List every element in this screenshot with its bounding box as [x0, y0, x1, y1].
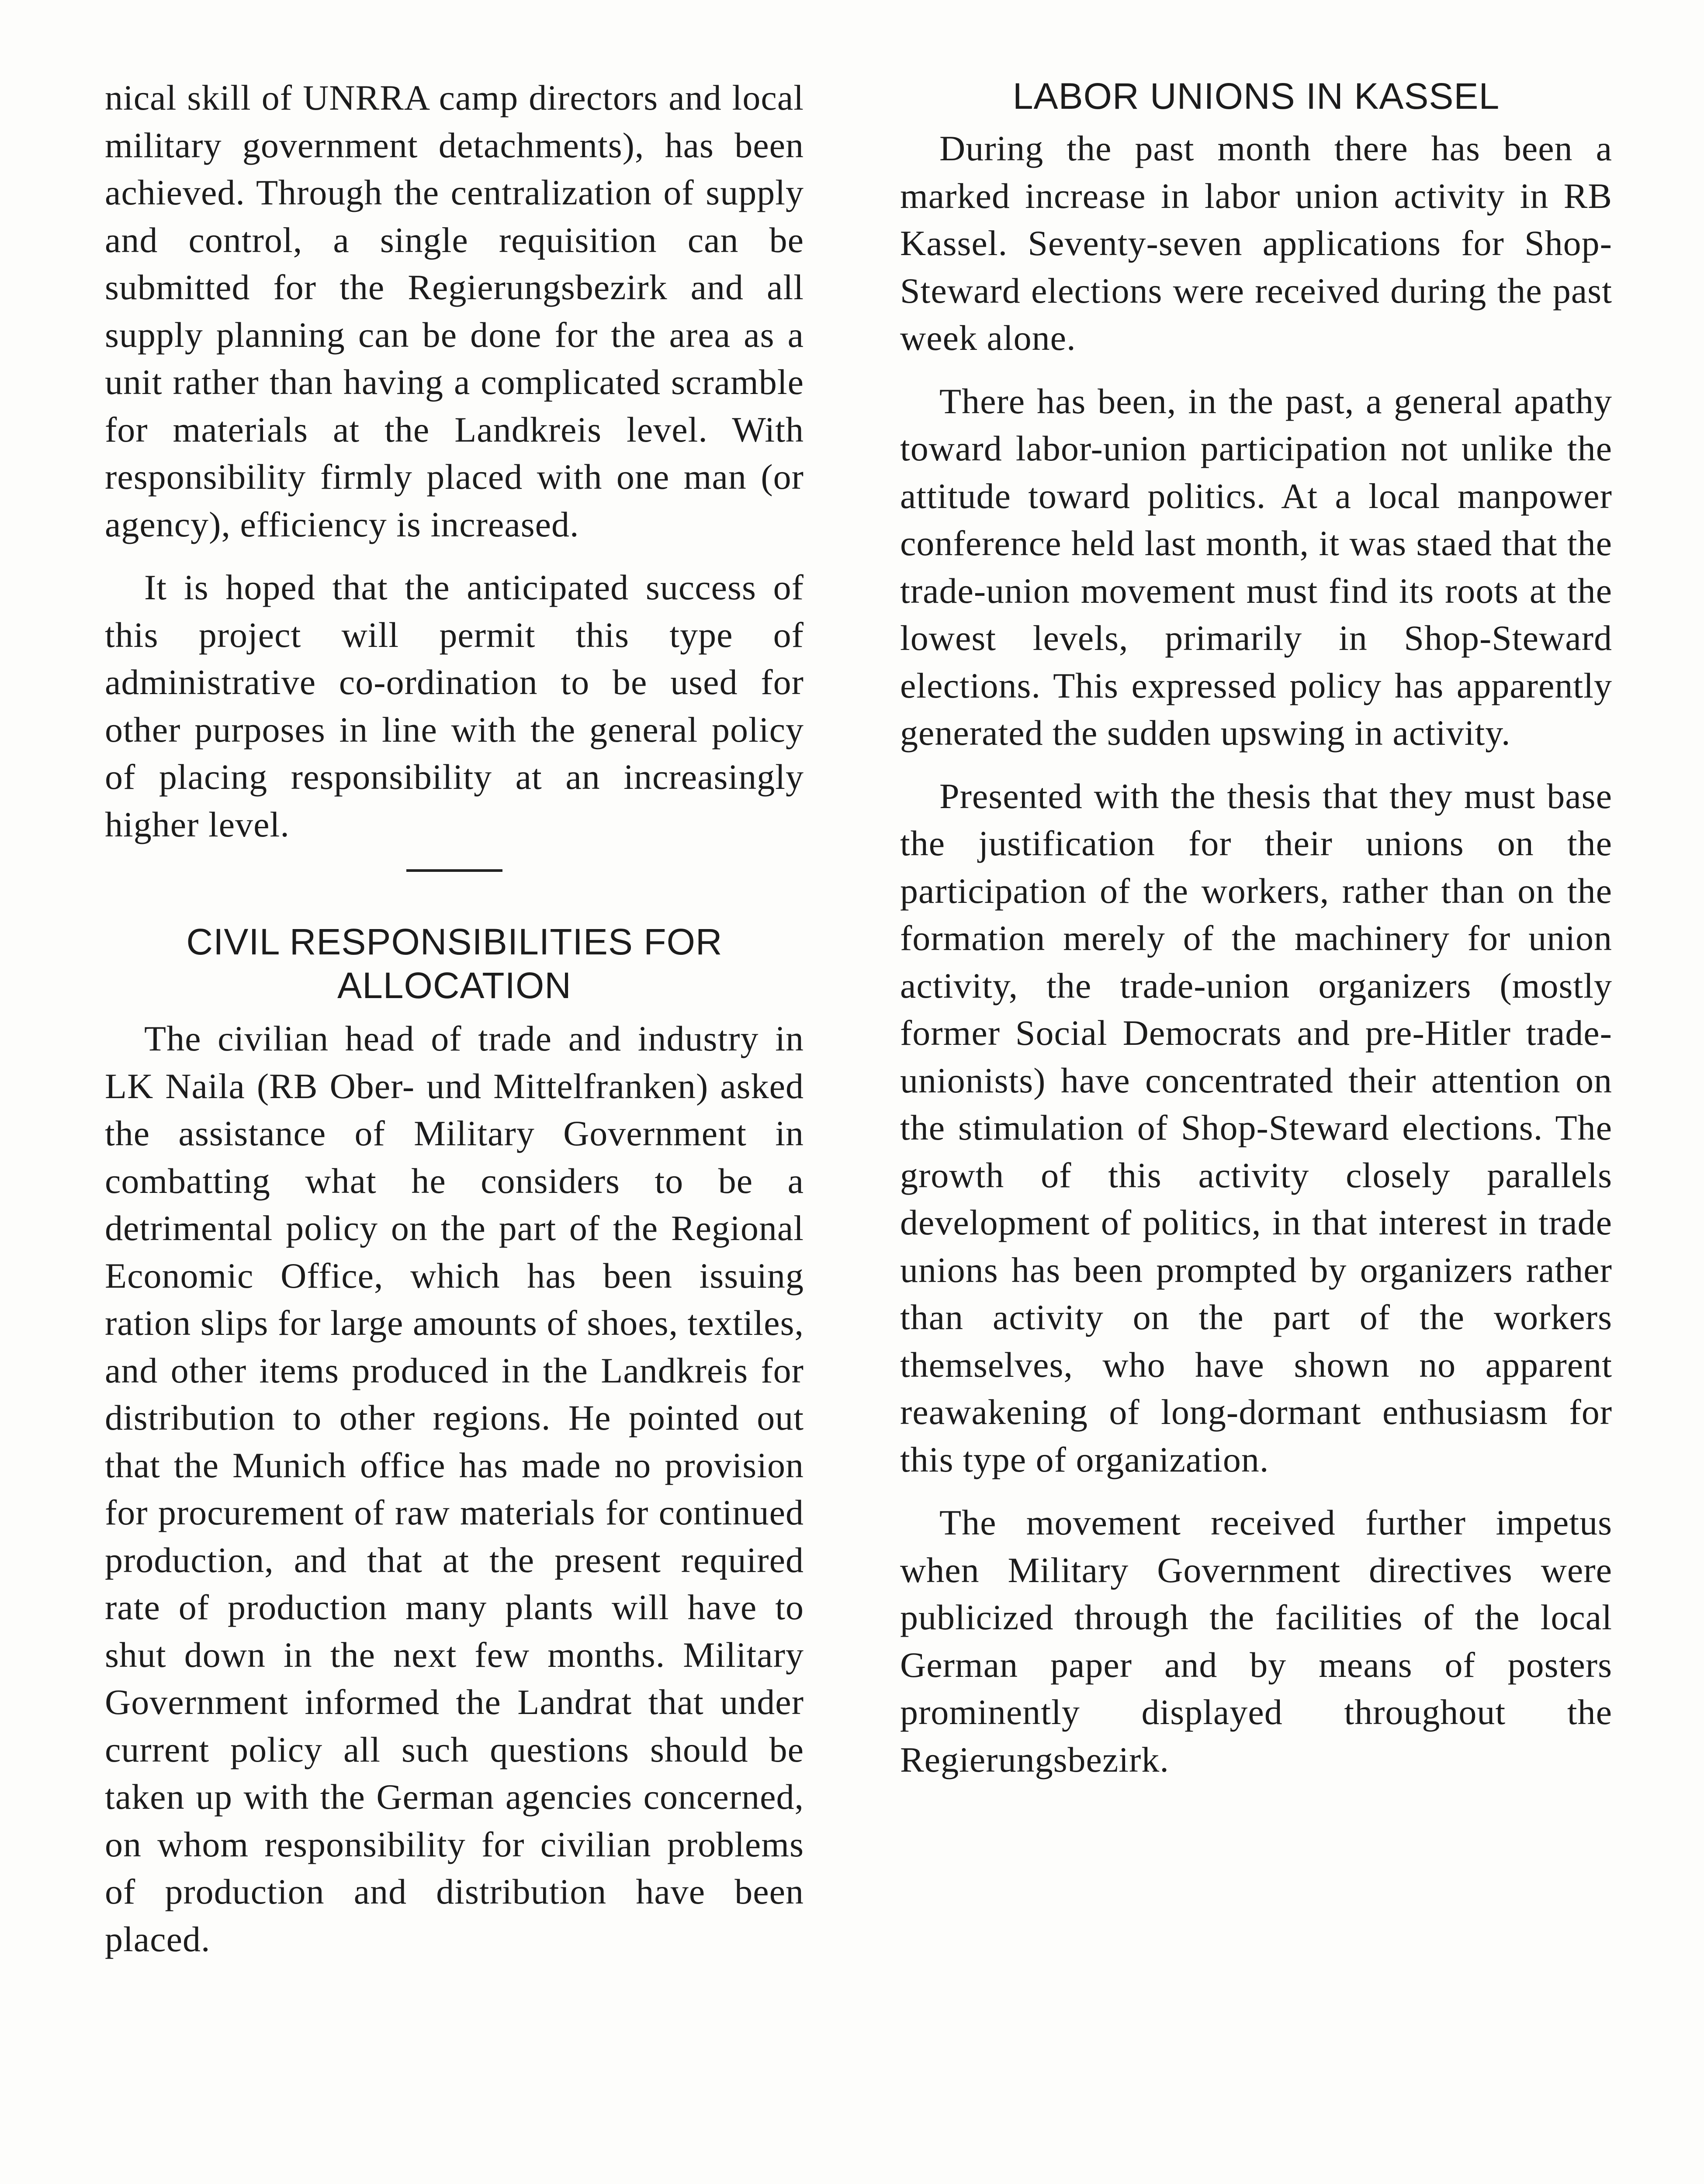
- right-column: [900, 74, 1612, 1799]
- section-divider: [406, 869, 502, 872]
- left-column: [105, 74, 804, 1979]
- section-heading-civil-responsibilities: [105, 920, 804, 1007]
- right-paragraph-apathy: There has been, in the past, a general apathy toward labor-union participation not unlike the attitude toward politics. At a local manpower conference held last month, it was staed that the trade-union movement must find its roots at the lowest levels, primarily in Shop-Steward elections. This expressed policy has apparently generated the sudden upswing in activity.: [900, 381, 1612, 753]
- right-paragraph-movement: The movement received further impetus when Military Government directives were publicized through the facilities of the local German paper and by means of posters prominently displayed throughout the Regierungsbezirk.: [900, 1503, 1612, 1780]
- section-heading-labor-unions: LABOR UNIONS IN KASSEL: [1012, 76, 1500, 117]
- right-paragraph-thesis: Presented with the thesis that they must base the justification for their unions on the participation of the workers, rather than on the formation merely of the machinery for union activity, the trade-union organizers (mostly former Social Democrats and pre-Hitler trade-unionists) have concentrated their attention on the stimulation of Shop-Steward elections. The growth of this activity closely parallels development of politics, in that interest in trade unions has been prompted by organizers rather than activity on the part of the workers themselves, who have shown no apparent reawakening of long-dormant enthusiasm for this type of organization.: [900, 776, 1612, 1479]
- heading-line-2: ALLOCATION: [337, 965, 571, 1006]
- left-paragraph-naila: The civilian head of trade and industry in LK Naila (RB Ober- und Mittelfranken) asked the assistance of Military Government in combatting what he considers to be a detrimental policy on the part of the Regional Economic Office, which has been issuing ration slips for large amounts of shoes, textiles, and other items produced in the Landkreis for distribution to other regions. He pointed out that the Munich office has made no provision for procurement of raw materials for continued production, and that at the present required rate of production many plants will have to shut down in the next few months. Military Government informed the Landrat that under current policy all such questions should be taken up with the German agencies concerned, on whom responsibility for civilian problems of production and distribution have been placed.: [105, 1019, 804, 1959]
- heading-line-1: CIVIL RESPONSIBILITIES FOR: [186, 921, 723, 962]
- left-paragraph-project: It is hoped that the anticipated success of this project will permit this type of administrative co-ordination to be used for other purposes in line with the general policy of placing responsibility at an increasingly higher level.: [105, 567, 804, 844]
- right-paragraph-increase: During the past month there has been a marked increase in labor union activity in RB Kassel. Seventy-seven applications for Shop-Steward elections were received during the past week alone.: [900, 128, 1612, 358]
- left-paragraph-continued: nical skill of UNRRA camp directors and local military government detachments), has been achieved. Through the centralization of supply and control, a single requisition can be submitted for the Regierungsbezirk and all supply planning can be done for the area as a unit rather than having a complicated scramble for materials at the Landkreis level. With responsibility firmly placed with one man (or agency), efficiency is increased.: [105, 78, 804, 544]
